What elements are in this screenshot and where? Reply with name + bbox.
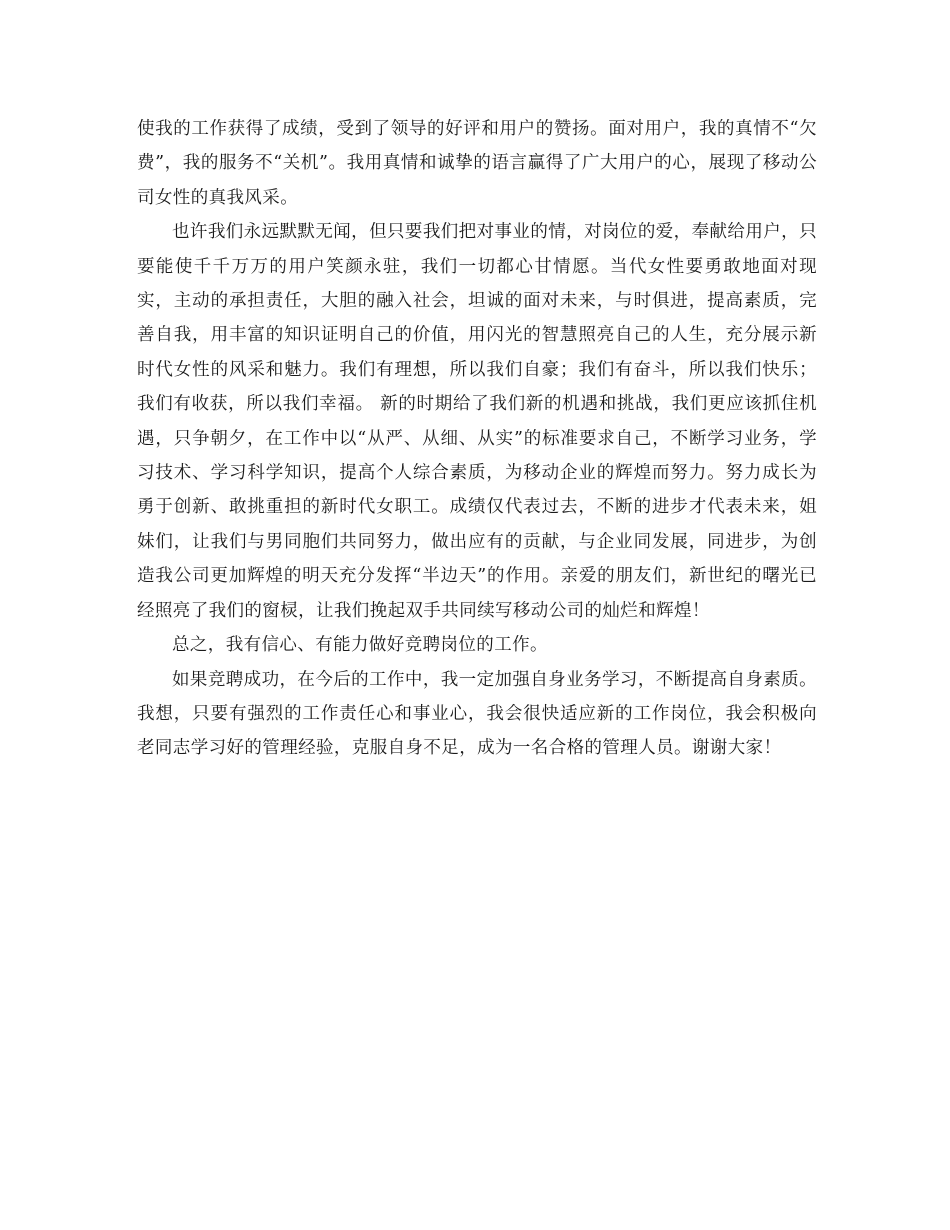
paragraph-continuation: 使我的工作获得了成绩，受到了领导的好评和用户的赞扬。面对用户，我的真情不“欠费”，我的服务不“关机”。我用真情和诚挚的语言赢得了广大用户的心，展现了移动公司女性的真我风采。 bbox=[137, 119, 817, 208]
paragraph-closing: 如果竞聘成功，在今后的工作中，我一定加强自身业务学习，不断提高自身素质。我想，只要有强烈的工作责任心和事业心，我会很快适应新的工作岗位，我会积极向老同志学习好的管理经验，克服自身不足，成为一名合格的管理人员。谢谢大家！ bbox=[137, 669, 817, 759]
paragraph-women-spirit: 也许我们永远默默无闻，但只要我们把对事业的情，对岗位的爱，奉献给用户，只要能使千千万万的用户笑颜永驻，我们一切都心甘情愿。当代女性要勇敢地面对现实，主动的承担责任，大胆的融入社会，坦诚的面对未来，与时俱进，提高素质，完善自我，用丰富的知识证明自己的价值，用闪光的智慧照亮自己的人生，充分展示新时代女性的风采和魅力。我们有理想，所以我们自豪；我们有奋斗，所以我们快乐；我们有收获，所以我们幸福。 新的时期给了我们新的机遇和挑战，我们更应该抓住机遇，只争朝夕，在工作中以“从严、从细、从实”的标准要求自己，不断学习业务，学习技术、学习科学知识，提高个人综合素质，为移动企业的辉煌而努力。努力成长为勇于创新、敢挑重担的新时代女职工。成绩仅代表过去，不断的进步才代表未来，姐妹们，让我们与男同胞们共同努力，做出应有的贡献，与企业同发展，同进步，为创造我公司更加辉煌的明天充分发挥“半边天”的作用。亲爱的朋友们，新世纪的曙光已经照亮了我们的窗棂，让我们挽起双手共同续写移动公司的灿烂和辉煌！ bbox=[137, 222, 817, 621]
paragraph-confidence: 总之，我有信心、有能力做好竞聘岗位的工作。 bbox=[172, 635, 548, 656]
document-body bbox=[137, 112, 817, 766]
